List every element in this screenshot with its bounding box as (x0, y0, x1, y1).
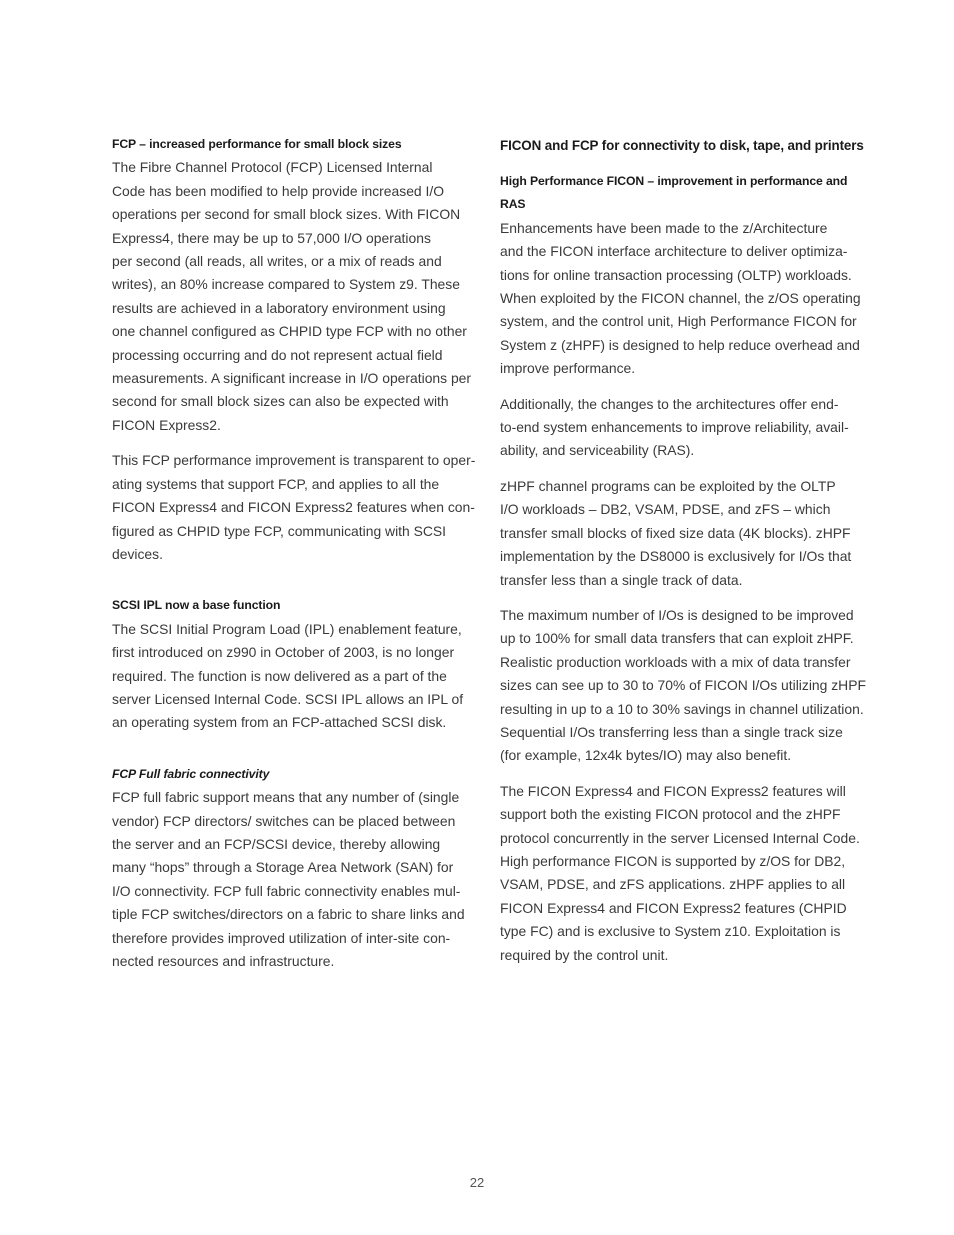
text-line: Sequential I/Os transferring less than a single track size (500, 723, 843, 740)
paragraph (500, 217, 874, 381)
text-line: support both the existing FICON protocol and the zHPF (500, 806, 841, 823)
text-line: one channel configured as CHPID type FCP with no other (112, 323, 467, 340)
text-line: devices. (112, 545, 163, 562)
text-line: improve performance. (500, 360, 636, 377)
text-line: Code has been modified to help provide increased I/O (112, 182, 445, 199)
text-line: Enhancements have been made to the z/Architecture (500, 219, 828, 236)
text-line: High performance FICON is supported by z/OS for DB2, (500, 852, 846, 869)
text-line: This FCP performance improvement is transparent to oper- (112, 452, 476, 469)
text-line: FICON Express2. (112, 416, 221, 433)
text-line: system, and the control unit, High Performance FICON for (500, 313, 857, 330)
text-line: VSAM, PDSE, and zFS applications. zHPF applies to all (500, 876, 846, 893)
text-line: tions for online transaction processing (OLTP) workloads. (500, 266, 852, 283)
text-line: nected resources and infrastructure. (112, 953, 335, 969)
text-line: FCP full fabric support means that any number of (single (112, 789, 460, 806)
section-fcp-fabric (112, 763, 484, 974)
text-line: ability, and serviceability (RAS). (500, 442, 695, 459)
text-line: transfer less than a single track of data. (500, 571, 743, 588)
text-line: to-end system enhancements to improve reliability, avail- (500, 419, 849, 436)
paragraph (500, 475, 874, 592)
paragraph (112, 786, 484, 973)
text-line: and the FICON interface architecture to deliver optimiza- (500, 243, 848, 260)
text-line: up to 100% for small data transfers that can exploit zHPF. (500, 630, 854, 647)
text-line: vendor) FCP directors/ switches can be placed between (112, 812, 456, 829)
text-line: required. The function is now delivered as a part of the (112, 667, 447, 684)
text-line: FICON Express4 and FICON Express2 features (CHPID (500, 899, 847, 916)
paragraph (112, 449, 484, 566)
text-line: writes), an 80% increase compared to System z9. These (112, 276, 460, 293)
text-line: operations per second for small block sizes. With FICON (112, 206, 461, 223)
text-line: the server and an FCP/SCSI device, thereby allowing (112, 835, 441, 852)
text-line: High Performance FICON – improvement in performance and (500, 174, 848, 188)
text-line: I/O workloads – DB2, VSAM, PDSE, and zFS – which (500, 501, 831, 518)
text-line: measurements. A significant increase in I/O operations per (112, 370, 472, 387)
section-title-ficon-fcp: FICON and FCP for connectivity to disk, tape, and printers (500, 138, 864, 153)
text-line: therefore provides improved utilization of inter-site con- (112, 929, 451, 946)
paragraph (112, 156, 484, 437)
section-scsi-ipl (112, 594, 484, 734)
text-line: sizes can see up to 30 to 70% of FICON I/Os utilizing zHPF (500, 677, 866, 694)
text-line: processing occurring and do not represent actual field (112, 346, 443, 363)
text-line: Additionally, the changes to the architectures offer end- (500, 395, 839, 412)
text-line: ating systems that support FCP, and applies to all the (112, 475, 440, 492)
text-line: an operating system from an FCP-attached SCSI disk. (112, 714, 447, 731)
text-line: System z (zHPF) is designed to help reduce overhead and (500, 336, 860, 353)
left-column (112, 133, 484, 973)
text-line: results are achieved in a laboratory environment using (112, 299, 446, 316)
text-line: type FC) and is exclusive to System z10. Exploitation is (500, 923, 841, 940)
text-line: Express4, there may be up to 57,000 I/O operations (112, 229, 431, 246)
text-line: figured as CHPID type FCP, communicating with SCSI (112, 522, 447, 539)
text-line: transfer small blocks of fixed size data (4K blocks). zHPF (500, 524, 851, 541)
text-line: first introduced on z990 in October of 2003, is no longer (112, 644, 455, 661)
paragraph (500, 393, 874, 463)
text-line: FICON Express4 and FICON Express2 features when con- (112, 499, 475, 516)
text-line: server Licensed Internal Code. SCSI IPL allows an IPL of (112, 690, 464, 707)
text-line: (for example, 12x4k bytes/IO) may also benefit. (500, 747, 792, 764)
paragraph (500, 604, 874, 768)
heading-hpf (500, 170, 874, 217)
text-line: The Fibre Channel Protocol (FCP) Licensed Internal (112, 159, 433, 176)
text-line: I/O connectivity. FCP full fabric connectivity enables mul- (112, 882, 461, 899)
text-line: required by the control unit. (500, 946, 669, 963)
text-line: When exploited by the FICON channel, the z/OS operating (500, 290, 861, 307)
section-fcp-performance (112, 133, 484, 566)
paragraph (500, 780, 874, 967)
heading-fcp-fabric: FCP Full fabric connectivity (112, 766, 270, 781)
section-hpf (500, 170, 874, 967)
text-line: implementation by the DS8000 is exclusively for I/Os that (500, 548, 852, 565)
text-line: The maximum number of I/Os is designed to be improved (500, 606, 854, 623)
text-line: second for small block sizes can also be expected with (112, 393, 449, 410)
right-column (500, 133, 874, 967)
heading-scsi-ipl: SCSI IPL now a base function (112, 598, 281, 613)
text-line: protocol concurrently in the server Licensed Internal Code. (500, 829, 860, 846)
paragraph (112, 618, 484, 735)
text-line: Realistic production workloads with a mix of data transfer (500, 653, 851, 670)
text-line: RAS (500, 197, 526, 212)
text-line: The SCSI Initial Program Load (IPL) enablement feature, (112, 620, 462, 637)
text-line: The FICON Express4 and FICON Express2 features will (500, 782, 846, 799)
text-line: zHPF channel programs can be exploited by the OLTP (500, 477, 836, 494)
text-line: per second (all reads, all writes, or a mix of reads and (112, 253, 442, 270)
text-line: resulting in up to a 10 to 30% savings in channel utilization. (500, 700, 864, 717)
page-number: 22 (469, 1175, 485, 1190)
heading-fcp-performance: FCP – increased performance for small block sizes (112, 137, 402, 151)
text-line: tiple FCP switches/directors on a fabric to share links and (112, 906, 465, 923)
text-line: many “hops” through a Storage Area Network (SAN) for (112, 859, 454, 876)
